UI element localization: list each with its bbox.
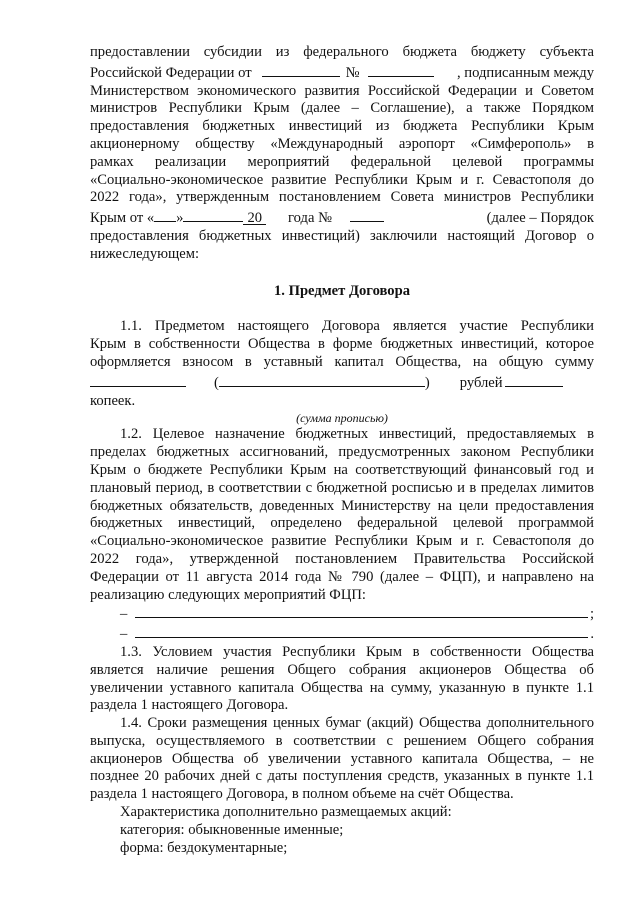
document-page xyxy=(90,44,594,857)
sum-in-words-note: (сумма прописью) xyxy=(296,411,388,426)
clause-1-4: 1.4. Сроки размещения ценных бумаг (акций) Общества дополнительного выпуска, осуществляемого в соответствии с решением Общего собрания акционеров Общества об увеличении уставного капитала Общества, – не позднее 20 рабочих дней с даты поступления средств, указанных в пункте 1.1 раздела 1 настоящего Договора, в полном объеме на счёт Общества. xyxy=(90,715,594,803)
day-blank xyxy=(154,207,176,222)
intro-line: предоставления бюджетных инвестиций) заключили настоящий Договор о xyxy=(90,227,594,244)
intro-line: предоставления бюджетных инвестиций из бюджета Республики Крым xyxy=(90,118,594,135)
clause-1-1-line: оформляется взносом в уставный капитал Общества, на общую сумму xyxy=(90,353,594,370)
intro-line-order-date: Крым от « » 20 года № (далее – Порядок xyxy=(90,207,594,228)
shares-characteristics-title: Характеристика дополнительно размещаемых акций: xyxy=(120,804,452,821)
rubles-blank xyxy=(505,372,563,387)
intro-line: акционерному обществу «Международный аэропорт «Симферополь» в xyxy=(90,135,594,152)
clause-1-1-line: 1.1. Предметом настоящего Договора является участие Республики xyxy=(120,318,594,335)
intro-line-agreement-date: Российской Федерации от № , подписанным между xyxy=(90,62,594,83)
shares-category: категория: обыкновенные именные; xyxy=(120,821,344,838)
intro-line: «Социально-экономическое развитие Республики Крым и г. Севастополя до xyxy=(90,171,594,188)
intro-line: предоставлении субсидии из федерального бюджета бюджету субъекта xyxy=(90,44,594,60)
intro-line: нижеследующем: xyxy=(90,245,200,262)
amount-digits-blank xyxy=(90,372,186,387)
order-number-blank xyxy=(350,207,384,222)
measure-blank-line: – . xyxy=(120,626,594,643)
year-prefix: 20 xyxy=(243,210,266,225)
section-title: 1. Предмет Договора xyxy=(274,282,410,299)
clause-1-1-line: Крым в собственности Общества в форме бюджетных инвестиций, которое xyxy=(90,336,594,353)
measure-blank-line: – ; xyxy=(120,606,594,623)
month-blank xyxy=(183,207,243,222)
date-blank xyxy=(262,62,340,77)
clause-1-2: 1.2. Целевое назначение бюджетных инвестиций, предоставляемых в пределах бюджетных ассигнований, предусмотренных законом Республики Крым о бюджете Республики Крым на соответствующий финансовый год и плановый период, в соответствии с бюджетной росписью и в пределах лимитов бюджетных обязательств, доведенных Министерству на цели предоставления бюджетных инвестиций, определено федеральной целевой программой «Социально-экономическое развитие Республики Крым и г. Севастополя до 2022 года», утвержденной постановлением Правительства Российской Федерации от 11 августа 2014 года № 790 (далее – ФЦП), и направлено на реализацию следующих мероприятий ФЦП: xyxy=(90,426,594,603)
intro-line: 2022 года», утвержденным постановлением Совета министров Республики xyxy=(90,189,594,206)
number-blank xyxy=(368,62,434,77)
intro-line: рамках реализации мероприятий федеральной целевой программы xyxy=(90,153,594,170)
intro-line: министров Республики Крым (далее – Соглашение), а также Порядком xyxy=(90,100,594,117)
intro-line: Министерством экономического развития Российской Федерации и Советом xyxy=(90,82,594,99)
amount-words-blank xyxy=(219,372,425,387)
clause-1-1-line: копеек. xyxy=(90,392,136,409)
clause-1-3: 1.3. Условием участия Республики Крым в собственности Общества является наличие решения Общего собрания акционеров Общества об увеличении уставного капитала Общества на сумму, указанную в пункте 1.1 раздела 1 настоящего Договора. xyxy=(90,643,594,714)
clause-1-1-amount-line: ( ) рублей xyxy=(90,372,594,393)
shares-form: форма: бездокументарные; xyxy=(120,839,288,856)
